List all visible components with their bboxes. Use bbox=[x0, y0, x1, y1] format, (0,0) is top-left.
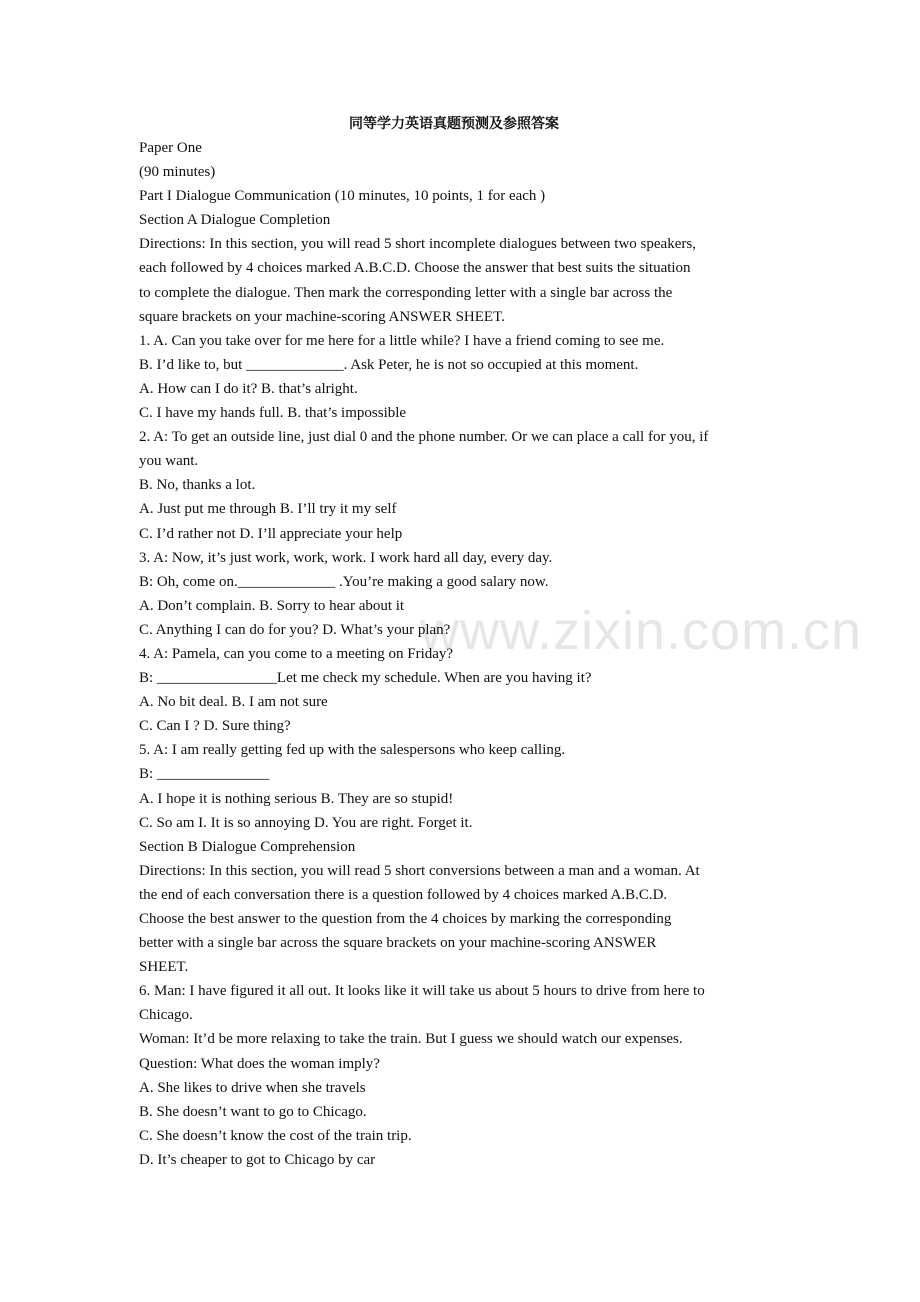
text-line: C. I’d rather not D. I’ll appreciate your help bbox=[139, 525, 403, 542]
document-lines bbox=[139, 136, 769, 1172]
text-line: 5. A: I am really getting fed up with the salespersons who keep calling. bbox=[139, 742, 566, 759]
text-line: B. I’d like to, but _____________. Ask Peter, he is not so occupied at this moment. bbox=[139, 356, 639, 373]
text-line: 2. A: To get an outside line, just dial 0 and the phone number. Or we can place a call for you, if bbox=[139, 429, 709, 446]
text-line: to complete the dialogue. Then mark the corresponding letter with a single bar across the bbox=[139, 284, 673, 301]
text-line: A. She likes to drive when she travels bbox=[139, 1079, 366, 1096]
watermark: www.zixin.com.cn bbox=[420, 601, 863, 661]
text-line: 6. Man: I have figured it all out. It looks like it will take us about 5 hours to drive from here to bbox=[139, 983, 705, 1000]
text-line: C. I have my hands full. B. that’s impossible bbox=[139, 405, 407, 422]
text-line: each followed by 4 choices marked A.B.C.D. Choose the answer that best suits the situation bbox=[139, 260, 691, 277]
text-line: A. I hope it is nothing serious B. They are so stupid! bbox=[139, 790, 454, 807]
text-line: B: Oh, come on._____________ .You’re making a good salary now. bbox=[139, 573, 549, 590]
text-line: A. How can I do it? B. that’s alright. bbox=[139, 380, 358, 397]
text-line: A. No bit deal. B. I am not sure bbox=[139, 694, 328, 711]
text-line: Question: What does the woman imply? bbox=[139, 1055, 380, 1072]
text-line: 4. A: Pamela, can you come to a meeting on Friday? bbox=[139, 645, 454, 662]
text-line: C. So am I. It is so annoying D. You are right. Forget it. bbox=[139, 814, 473, 831]
text-line: D. It’s cheaper to got to Chicago by car bbox=[139, 1151, 376, 1168]
text-line: B: ________________Let me check my schedule. When are you having it? bbox=[139, 670, 592, 687]
text-line: (90 minutes) bbox=[139, 164, 216, 181]
text-line: Section A Dialogue Completion bbox=[139, 212, 331, 229]
text-line: Chicago. bbox=[139, 1007, 193, 1024]
text-line: you want. bbox=[139, 453, 199, 470]
text-line: A. Just put me through B. I’ll try it my self bbox=[139, 501, 397, 518]
text-line: Directions: In this section, you will read 5 short conversions between a man and a woman. At bbox=[139, 862, 700, 879]
text-line: square brackets on your machine-scoring ANSWER SHEET. bbox=[139, 308, 505, 325]
text-line: better with a single bar across the square brackets on your machine-scoring ANSWER bbox=[139, 935, 657, 952]
text-line: A. Don’t complain. B. Sorry to hear about it bbox=[139, 597, 405, 614]
text-line: SHEET. bbox=[139, 959, 189, 976]
text-line: C. She doesn’t know the cost of the train trip. bbox=[139, 1127, 412, 1144]
text-line: Directions: In this section, you will read 5 short incomplete dialogues between two speakers, bbox=[139, 236, 696, 253]
text-line: B. She doesn’t want to go to Chicago. bbox=[139, 1103, 367, 1120]
text-line: B: _______________ bbox=[139, 766, 270, 783]
document-title: 同等学力英语真题预测及参照答案 bbox=[349, 116, 559, 132]
text-line: C. Anything I can do for you? D. What’s your plan? bbox=[139, 621, 451, 638]
text-line: Paper One bbox=[139, 140, 202, 156]
text-line: C. Can I ? D. Sure thing? bbox=[139, 718, 291, 735]
text-line: 1. A. Can you take over for me here for a little while? I have a friend coming to see me. bbox=[139, 332, 665, 349]
text-line: Choose the best answer to the question from the 4 choices by marking the corresponding bbox=[139, 911, 672, 927]
text-line: B. No, thanks a lot. bbox=[139, 477, 256, 494]
text-line: Section B Dialogue Comprehension bbox=[139, 838, 356, 855]
text-line: Part I Dialogue Communication (10 minutes, 10 points, 1 for each ) bbox=[139, 188, 546, 205]
text-line: the end of each conversation there is a question followed by 4 choices marked A.B.C.D. bbox=[139, 886, 668, 903]
document-body bbox=[139, 112, 769, 1172]
text-line: 3. A: Now, it’s just work, work, work. I work hard all day, every day. bbox=[139, 549, 553, 566]
text-line: Woman: It’d be more relaxing to take the train. But I guess we should watch our expenses. bbox=[139, 1031, 683, 1048]
